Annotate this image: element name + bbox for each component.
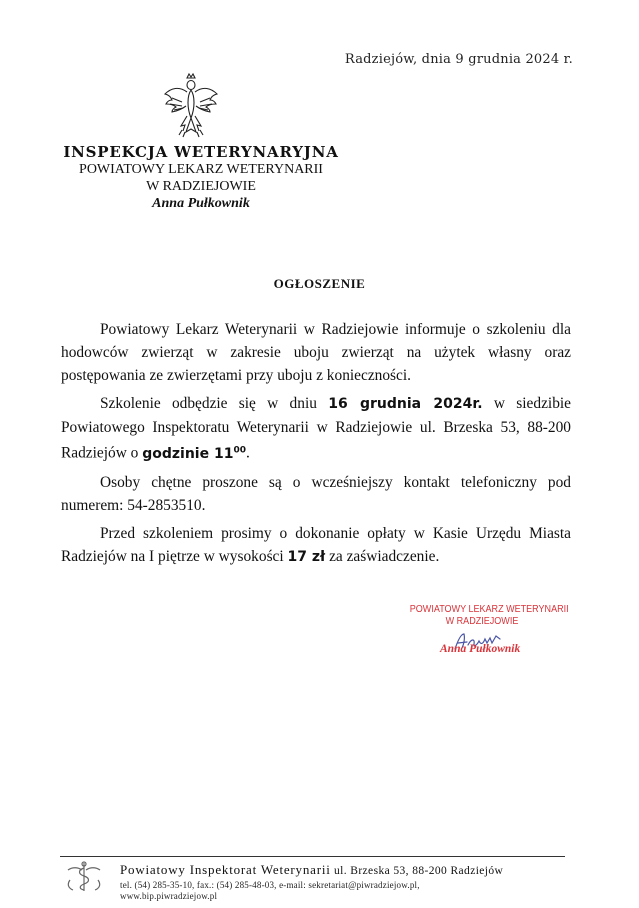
paragraph-date-location: Szkolenie odbędzie się w dniu 16 grudnia 2024r. w siedzibie Powiatowego Inspektoratu Weterynarii w Radziejowie ul. Brzeska 53, 88-200 Radziejów o godzinie $11^{00}$.	[61, 395, 571, 462]
document-title: OGŁOSZENIE	[273, 276, 366, 291]
paragraph-contact: Osoby chętne proszone są o wcześniejszy kontakt telefoniczny pod numerem: 54-2853510.	[61, 473, 571, 514]
fee-amount: 17 zł	[287, 548, 326, 565]
training-time: godzinie $11^{00}$	[142, 445, 246, 462]
footer-contact: tel. (54) 285-35-10, fax.: (54) 285-48-03, e-mail: sekretariat@piwradziejow.pl,	[120, 880, 420, 890]
officer-name: Anna Pułkownik	[152, 196, 250, 211]
paragraph-payment: Przed szkoleniem prosimy o dokonanie opłaty w Kasie Urzędu Miasta Radziejów na I piętrze w wysokości 17 zł za zaświadczenie.	[61, 524, 571, 565]
stamp-line-2: W RADZIEJOWIE	[445, 615, 519, 627]
footer-address: ul. Brzeska 53, 88-200 Radziejów	[330, 865, 504, 877]
office-name: POWIATOWY LEKARZ WETERYNARII	[79, 162, 323, 177]
footer-contact-block	[120, 880, 420, 902]
footer-institution	[120, 862, 503, 878]
veterinary-caduceus-icon	[62, 860, 106, 894]
training-date: 16 grudnia 2024r.	[328, 396, 483, 412]
eagle-emblem-icon	[160, 72, 222, 142]
stamp-name: Anna Pułkownik	[440, 643, 521, 655]
official-stamp	[398, 603, 569, 627]
announcement-body	[61, 318, 571, 574]
office-location: W RADZIEJOWIE	[146, 179, 256, 194]
paragraph-info: Powiatowy Lekarz Weterynarii w Radziejowie informuje o szkoleniu dla hodowców zwierząt w zakresie uboju zwierząt na użytek własny oraz postępowania ze zwierzętami przy uboju z konieczności.	[61, 321, 571, 384]
stamp-line-1: POWIATOWY LEKARZ WETERYNARII	[409, 603, 569, 615]
inspection-name: INSPEKCJA WETERYNARYJNA	[63, 143, 339, 161]
letterhead	[56, 143, 346, 213]
footer-divider	[60, 856, 565, 857]
date-line: Radziejów, dnia 9 grudnia 2024 r.	[344, 52, 573, 67]
footer-org: Powiatowy Inspektorat Weterynarii	[120, 862, 331, 877]
footer-website: www.bip.piwradziejow.pl	[120, 891, 218, 901]
